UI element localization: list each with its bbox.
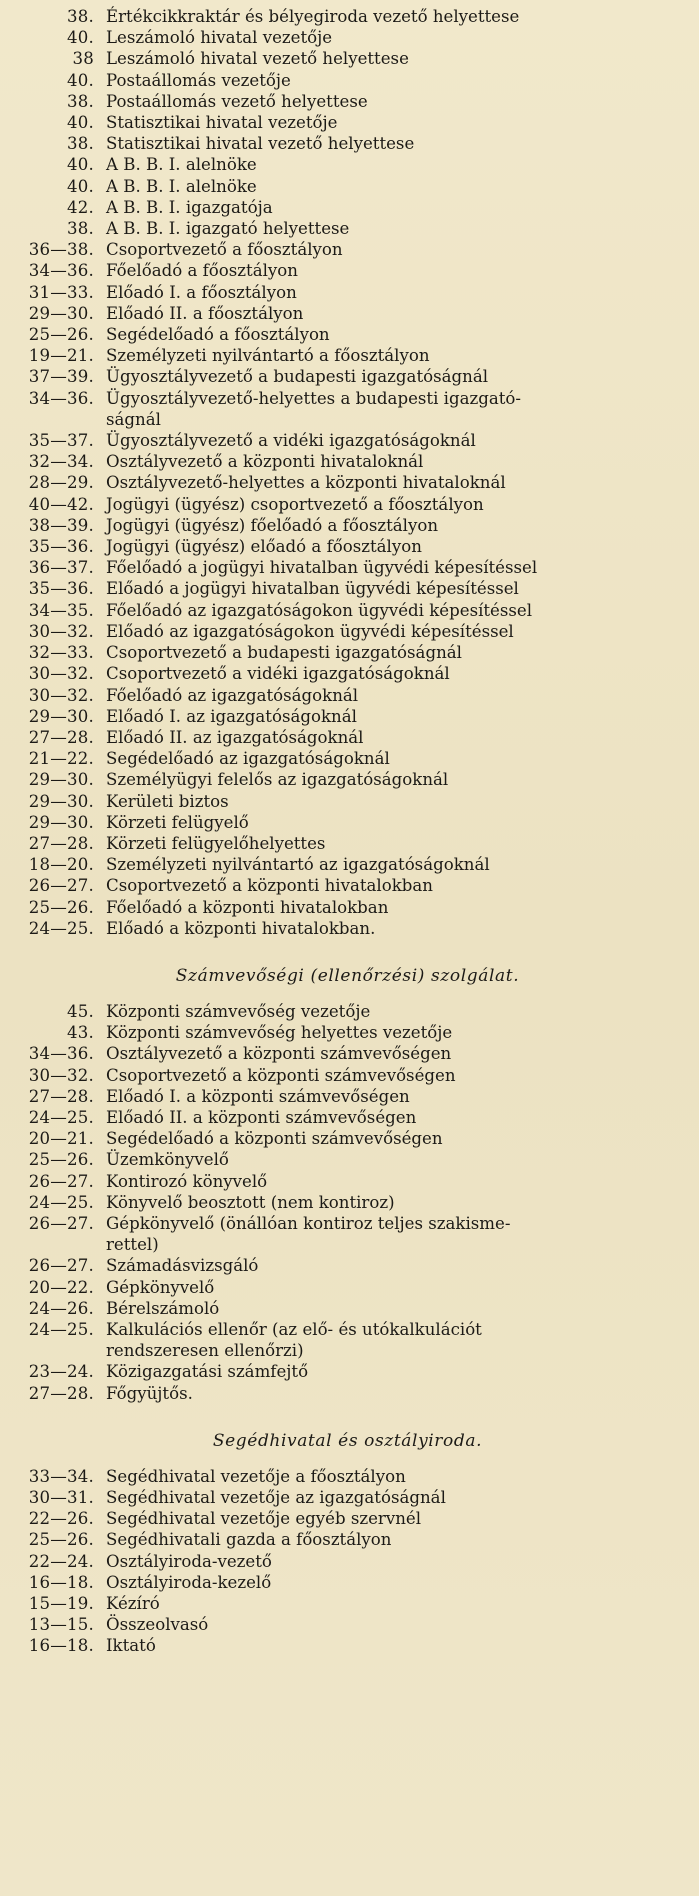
position-title: Csoportvezető a központi számvevőségen xyxy=(106,1065,456,1085)
position-title: Osztályvezető-helyettes a központi hivataloknál xyxy=(106,473,506,493)
list-item xyxy=(12,769,683,790)
salary-grade: 32—34. xyxy=(28,452,94,472)
salary-grade: 34—35. xyxy=(28,600,94,620)
salary-grade: 27—28. xyxy=(28,833,94,853)
salary-grade: 29—30. xyxy=(28,812,94,832)
salary-grade: 33—34. xyxy=(28,1466,94,1486)
list-item xyxy=(12,1022,683,1043)
position-title: Értékcikkraktár és bélyegiroda vezető helyettese xyxy=(106,7,520,26)
salary-grade: 19—21. xyxy=(28,346,94,366)
salary-grade: 24—26. xyxy=(28,1298,94,1318)
salary-grade: 25—26. xyxy=(28,1530,94,1550)
section-heading-auxiliary-office: Segédhivatal és osztályiroda. xyxy=(212,1430,483,1451)
list-item xyxy=(12,176,683,197)
salary-grade: 40. xyxy=(67,113,94,133)
list-item xyxy=(12,727,683,748)
position-title: Leszámoló hivatal vezetője xyxy=(106,28,333,48)
list-item xyxy=(12,1213,683,1234)
list-item xyxy=(12,430,683,451)
salary-grade: 38 xyxy=(72,49,94,69)
list-item xyxy=(12,260,683,281)
position-title: Leszámoló hivatal vezető helyettese xyxy=(106,49,409,69)
salary-grade-list-accounting xyxy=(12,1001,683,1404)
position-title: Osztályiroda-kezelő xyxy=(106,1572,272,1592)
salary-grade: 45. xyxy=(67,1001,94,1021)
list-item xyxy=(12,133,683,154)
salary-grade: 38—39. xyxy=(28,515,94,535)
position-title: Előadó I. a központi számvevőségen xyxy=(106,1086,410,1106)
position-title: Előadó az igazgatóságokon ügyvédi képesítéssel xyxy=(106,621,514,641)
position-title: Személyzeti nyilvántartó a főosztályon xyxy=(106,346,430,366)
salary-grade: 26—27. xyxy=(28,1256,94,1276)
salary-grade: 35—37. xyxy=(28,431,94,451)
list-item xyxy=(12,1361,683,1382)
salary-grade: 30—31. xyxy=(28,1488,94,1507)
position-title: Csoportvezető a főosztályon xyxy=(106,240,343,260)
list-item xyxy=(12,1065,683,1086)
position-title: Statisztikai hivatal vezető helyettese xyxy=(106,134,415,154)
position-title: A B. B. I. alelnöke xyxy=(106,155,257,175)
position-title: Előadó II. az igazgatóságoknál xyxy=(106,727,364,747)
position-title-continuation: ságnál xyxy=(106,409,161,429)
list-item xyxy=(12,1614,683,1635)
salary-grade: 22—24. xyxy=(28,1551,94,1571)
salary-grade: 25—26. xyxy=(28,325,94,345)
position-title: Jogügyi (ügyész) előadó a főosztályon xyxy=(106,537,422,557)
position-title: Segédelőadó a főosztályon xyxy=(106,325,330,345)
list-item xyxy=(12,557,683,578)
list-item xyxy=(12,578,683,599)
position-title: Osztályiroda-vezető xyxy=(106,1551,272,1571)
list-item xyxy=(12,1128,683,1149)
salary-grade: 29—30. xyxy=(28,791,94,811)
position-title: Körzeti felügyelőhelyettes xyxy=(106,833,326,853)
list-item xyxy=(12,1107,683,1128)
list-item xyxy=(12,1277,683,1298)
list-item xyxy=(12,1487,683,1508)
salary-grade: 20—22. xyxy=(28,1277,94,1297)
position-title: Osztályvezető a központi számvevőségen xyxy=(106,1044,452,1064)
position-title: Jogügyi (ügyész) főelőadó a főosztályon xyxy=(106,515,439,535)
position-title: Ügyosztályvezető a vidéki igazgatóságoknál xyxy=(106,431,476,451)
list-item xyxy=(12,1383,683,1404)
list-item xyxy=(12,27,683,48)
salary-grade: 16—18. xyxy=(28,1636,94,1656)
position-title: Előadó I. az igazgatóságoknál xyxy=(106,706,357,726)
list-item xyxy=(12,918,683,939)
salary-grade: 40. xyxy=(67,176,94,196)
list-item xyxy=(12,91,683,112)
salary-grade: 38. xyxy=(67,134,94,154)
salary-grade: 25—26. xyxy=(28,897,94,917)
list-item xyxy=(12,663,683,684)
list-item xyxy=(12,897,683,918)
position-title: Üzemkönyvelő xyxy=(106,1150,229,1170)
list-item xyxy=(12,1001,683,1022)
position-title: Bérelszámoló xyxy=(106,1298,220,1318)
salary-grade: 24—25. xyxy=(28,1192,94,1212)
list-item xyxy=(12,345,683,366)
list-item xyxy=(12,218,683,239)
list-item xyxy=(12,600,683,621)
salary-grade: 26—27. xyxy=(28,876,94,896)
list-item xyxy=(12,1298,683,1319)
salary-grade: 36—38. xyxy=(28,240,94,260)
salary-grade: 38. xyxy=(67,219,94,239)
position-title: Személyzeti nyilvántartó az igazgatóságoknál xyxy=(106,855,490,875)
salary-grade-list-main xyxy=(12,6,683,939)
position-title: Főelőadó az igazgatóságoknál xyxy=(106,685,359,705)
salary-grade: 40. xyxy=(67,70,94,90)
position-title: A B. B. I. igazgató helyettese xyxy=(106,219,350,239)
position-title: Főelőadó a főosztályon xyxy=(106,261,298,281)
list-item xyxy=(12,324,683,345)
list-item xyxy=(12,388,683,409)
position-title: Segédhivatal vezetője egyéb szervnél xyxy=(106,1509,422,1529)
position-title: Segédhivatal vezetője az igazgatóságnál xyxy=(106,1488,446,1507)
list-item xyxy=(12,112,683,133)
list-item xyxy=(12,854,683,875)
list-item xyxy=(12,6,683,27)
salary-grade: 40. xyxy=(67,28,94,48)
salary-grade: 30—32. xyxy=(28,664,94,684)
list-item xyxy=(12,536,683,557)
salary-grade: 34—36. xyxy=(28,1044,94,1064)
position-title: Előadó I. a főosztályon xyxy=(106,282,297,302)
position-title: Kontirozó könyvelő xyxy=(106,1171,268,1191)
list-item xyxy=(12,303,683,324)
position-title: Körzeti felügyelő xyxy=(106,812,249,832)
position-title: Jogügyi (ügyész) csoportvezető a főosztályon xyxy=(106,494,484,514)
list-item xyxy=(12,1043,683,1064)
list-item xyxy=(12,515,683,536)
salary-grade: 13—15. xyxy=(28,1615,94,1635)
position-title: A B. B. I. igazgatója xyxy=(106,197,273,217)
position-title: Előadó II. a központi számvevőségen xyxy=(106,1107,417,1127)
list-item xyxy=(12,366,683,387)
salary-grade: 38. xyxy=(67,91,94,111)
salary-grade: 29—30. xyxy=(28,706,94,726)
position-title: Könyvelő beosztott (nem kontiroz) xyxy=(106,1192,395,1212)
position-title: Iktató xyxy=(106,1636,156,1656)
list-item xyxy=(12,197,683,218)
position-title: Előadó a jogügyi hivatalban ügyvédi képesítéssel xyxy=(106,579,519,599)
list-item xyxy=(12,1466,683,1487)
position-title-continuation: rendszeresen ellenőrzi) xyxy=(106,1341,304,1361)
position-title: Ügyosztályvezető-helyettes a budapesti igazgató- xyxy=(106,388,521,408)
salary-grade: 30—32. xyxy=(28,1065,94,1085)
salary-grade: 25—26. xyxy=(28,1150,94,1170)
salary-grade: 21—22. xyxy=(28,749,94,769)
position-title: Főgyüjtős. xyxy=(106,1383,193,1403)
salary-grade: 24—25. xyxy=(28,918,94,938)
list-item xyxy=(12,642,683,663)
list-item xyxy=(12,239,683,260)
salary-grade: 26—27. xyxy=(28,1213,94,1233)
position-title: Osztályvezető a központi hivataloknál xyxy=(106,452,424,472)
salary-grade: 30—32. xyxy=(28,621,94,641)
salary-grade: 30—32. xyxy=(28,685,94,705)
salary-grade: 40—42. xyxy=(28,494,94,514)
list-item xyxy=(12,748,683,769)
position-title: Kalkulációs ellenőr (az elő- és utókalkulációt xyxy=(106,1319,482,1339)
salary-grade: 22—26. xyxy=(28,1509,94,1529)
list-item xyxy=(12,706,683,727)
salary-grade: 26—27. xyxy=(28,1171,94,1191)
position-title: Előadó II. a főosztályon xyxy=(106,303,304,323)
list-item xyxy=(12,685,683,706)
list-item xyxy=(12,1149,683,1170)
position-title: Összeolvasó xyxy=(106,1615,209,1635)
salary-grade: 42. xyxy=(67,197,94,217)
list-item xyxy=(12,494,683,515)
salary-grade: 40. xyxy=(67,155,94,175)
list-item xyxy=(12,812,683,833)
position-title: A B. B. I. alelnöke xyxy=(106,176,257,196)
position-title: Segédhivatali gazda a főosztályon xyxy=(106,1530,392,1550)
salary-grade: 16—18. xyxy=(28,1572,94,1592)
position-title: Kerületi biztos xyxy=(106,791,229,811)
position-title: Főelőadó a központi hivatalokban xyxy=(106,897,389,917)
salary-grade: 27—28. xyxy=(28,727,94,747)
salary-grade: 18—20. xyxy=(28,855,94,875)
salary-grade: 35—36. xyxy=(28,579,94,599)
list-item xyxy=(12,1529,683,1550)
salary-grade: 28—29. xyxy=(28,473,94,493)
position-title: Postaállomás vezetője xyxy=(106,70,291,90)
list-item xyxy=(12,621,683,642)
salary-grade: 32—33. xyxy=(28,643,94,663)
salary-grade: 27—28. xyxy=(28,1086,94,1106)
position-title: Előadó a központi hivatalokban. xyxy=(106,918,376,938)
list-item xyxy=(12,154,683,175)
salary-grade: 38. xyxy=(67,7,94,26)
list-item xyxy=(12,282,683,303)
list-item xyxy=(12,791,683,812)
list-item xyxy=(12,1192,683,1213)
position-title: Közigazgatási számfejtő xyxy=(106,1362,309,1382)
position-title: Kézíró xyxy=(106,1594,160,1614)
list-item xyxy=(12,1086,683,1107)
salary-grade: 34—36. xyxy=(28,388,94,408)
list-item xyxy=(12,451,683,472)
salary-grade: 15—19. xyxy=(28,1594,94,1614)
position-title: Főelőadó a jogügyi hivatalban ügyvédi képesítéssel xyxy=(106,558,538,578)
list-item xyxy=(12,1319,683,1340)
position-title: Gépkönyvelő xyxy=(106,1277,215,1297)
list-item xyxy=(12,1171,683,1192)
position-title: Központi számvevőség vezetője xyxy=(106,1001,371,1021)
position-title: Gépkönyvelő (önállóan kontiroz teljes szakisme- xyxy=(106,1213,511,1233)
salary-grade: 24—25. xyxy=(28,1319,94,1339)
salary-grade: 23—24. xyxy=(28,1362,94,1382)
salary-grade: 24—25. xyxy=(28,1107,94,1127)
position-title: Számadásvizsgáló xyxy=(106,1256,259,1276)
position-title: Személyügyi felelős az igazgatóságoknál xyxy=(106,770,449,790)
salary-grade: 29—30. xyxy=(28,303,94,323)
position-title: Főelőadó az igazgatóságokon ügyvédi képesítéssel xyxy=(106,600,533,620)
salary-grade: 36—37. xyxy=(28,558,94,578)
list-item xyxy=(12,875,683,896)
position-title: Ügyosztályvezető a budapesti igazgatóságnál xyxy=(106,367,489,387)
salary-grade-list-auxiliary-office xyxy=(12,1466,683,1657)
salary-grade: 31—33. xyxy=(28,282,94,302)
salary-grade: 35—36. xyxy=(28,537,94,557)
position-title-continuation: rettel) xyxy=(106,1235,159,1255)
section-heading-accounting: Számvevőségi (ellenőrzési) szolgálat. xyxy=(175,965,520,986)
list-item xyxy=(12,472,683,493)
position-title: Csoportvezető a budapesti igazgatóságnál xyxy=(106,643,462,663)
list-item xyxy=(12,1635,683,1656)
salary-grade: 43. xyxy=(67,1023,94,1043)
position-title: Központi számvevőség helyettes vezetője xyxy=(106,1023,453,1043)
salary-grade: 27—28. xyxy=(28,1383,94,1403)
list-item xyxy=(12,70,683,91)
position-title: Postaállomás vezető helyettese xyxy=(106,91,368,111)
salary-grade: 34—36. xyxy=(28,261,94,281)
salary-grade: 20—21. xyxy=(28,1129,94,1149)
position-title: Csoportvezető a vidéki igazgatóságoknál xyxy=(106,664,450,684)
position-title: Segédelőadó a központi számvevőségen xyxy=(106,1129,443,1149)
position-title: Csoportvezető a központi hivatalokban xyxy=(106,876,433,896)
salary-grade: 29—30. xyxy=(28,770,94,790)
position-title: Segédelőadó az igazgatóságoknál xyxy=(106,749,390,769)
salary-grade: 37—39. xyxy=(28,367,94,387)
position-title: Segédhivatal vezetője a főosztályon xyxy=(106,1466,406,1486)
list-item xyxy=(12,1572,683,1593)
list-item xyxy=(12,1593,683,1614)
list-item xyxy=(12,1551,683,1572)
position-title: Statisztikai hivatal vezetője xyxy=(106,113,338,133)
list-item xyxy=(12,833,683,854)
list-item xyxy=(12,1255,683,1276)
list-item xyxy=(12,48,683,69)
list-item xyxy=(12,1508,683,1529)
